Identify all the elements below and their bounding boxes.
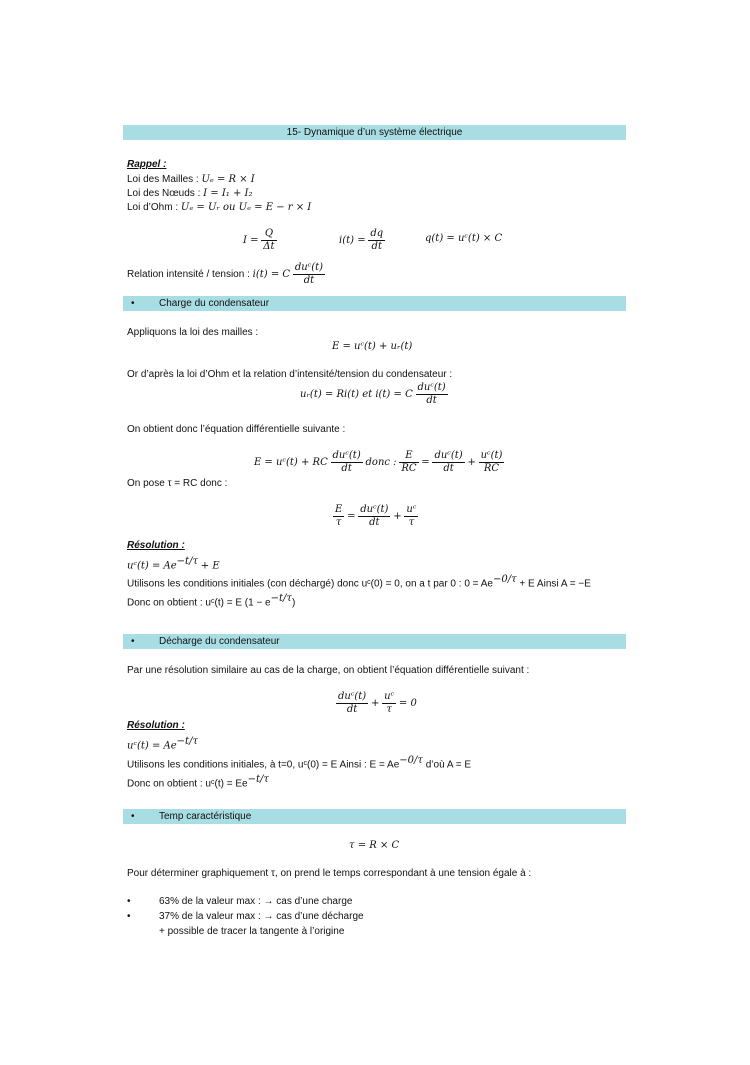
charge-eq4-frac3 [404,504,418,529]
relation-den: dt [303,275,315,286]
charge-res2-tail: + E Ainsi A = −E [519,578,591,590]
decharge-res1-exp: −t/τ [176,736,198,747]
charge-eq4-num1: E [335,504,343,515]
bullet-icon: • [127,911,131,922]
charge-res1 [127,556,220,571]
relation-intensite-tension [127,262,325,287]
loi-mailles-eq: Uₑ = R × I [201,174,255,185]
page-title: 15- Dynamique d’un système électrique [286,127,463,138]
charge-eq2-left: uᵣ(t) = Ri(t) et i(t) = C [300,389,413,401]
charge-eq3-den2: RC [401,463,417,474]
loi-noeuds-eq: I = I₁ + I₂ [203,188,253,199]
eq-intensity-derivative [339,228,385,253]
relation-eq: i(t) = C [252,269,291,281]
temps-item2-text: 37% de la valeur max : → cas d’une décharge [159,911,364,922]
decharge-res2-exp: −0/τ [399,755,423,766]
decharge-eq-num2: uᶜ [384,691,395,702]
charge-eq4 [333,504,418,529]
charge-eq3-frac4 [479,450,505,475]
eq-I-left: I = [243,235,259,247]
charge-res2-exp: −0/τ [492,574,517,585]
charge-eq3-num4: uᶜ(t) [480,450,503,461]
loi-noeuds-label: Loi des Nœuds : [127,188,201,199]
section-title-temps: Temp caractéristique [159,811,252,822]
charge-eq3-d: + [467,457,476,469]
bullet-icon: • [131,298,135,309]
charge-eq3-frac2 [399,450,418,475]
charge-eq4-eq: = [347,511,356,523]
title-bar [123,125,626,140]
decharge-eq-den1: dt [346,704,358,715]
decharge-res1-main: uᶜ(t) = Ae [127,740,177,752]
charge-eq4-num3: uᶜ [406,504,417,515]
charge-eq2-num: duᶜ(t) [417,382,446,393]
charge-eq3-num1: duᶜ(t) [332,450,361,461]
charge-line1: Appliquons la loi des mailles : [127,327,259,338]
charge-res1-main: uᶜ(t) = Ae [127,560,177,572]
eq-i-fraction [368,228,385,253]
charge-line3: On obtient donc l’équation différentielle suivante : [127,424,346,435]
decharge-eq-den2: τ [386,704,392,715]
charge-res1-tail: + E [200,560,220,572]
charge-eq3-num2: E [399,450,418,463]
charge-line4: On pose τ = RC donc : [127,478,228,489]
loi-ohm [127,202,311,213]
charge-eq3-a: E = uᶜ(t) + RC [254,457,328,469]
charge-resolution-heading: Résolution : [127,540,185,551]
charge-eq2-fraction [416,382,448,407]
charge-res3 [127,593,295,608]
charge-eq3-den4: RC [483,463,500,474]
charge-eq1: E = uᶜ(t) + uᵣ(t) [332,341,413,352]
charge-eq4-den1: τ [335,517,342,528]
decharge-res2-main: Utilisons les conditions initiales, à t=0, uᶜ(0) = E Ainsi : E = Ae [127,759,400,771]
eq-charge-capacitor: q(t) = uᶜ(t) × C [425,233,503,244]
temps-line1: Pour déterminer graphiquement τ, on prend le temps correspondant à une tension égale à : [127,868,532,879]
eq-I-den: Δt [263,241,275,252]
decharge-eq [336,691,417,716]
relation-fraction [293,262,325,287]
loi-mailles-label: Loi des Mailles : [127,174,199,185]
charge-eq3-den3: dt [443,463,454,474]
relation-label: Relation intensité / tension : [127,269,250,281]
section-bar-charge [123,296,626,311]
charge-eq3-frac3 [432,450,464,475]
charge-res3-tail: ) [291,597,296,609]
charge-eq2-den: dt [426,395,437,406]
temps-eq: τ = R × C [349,840,400,851]
charge-eq3-den1: dt [341,463,352,474]
bullet-icon: • [131,636,135,647]
charge-eq4-num2: duᶜ(t) [360,504,389,515]
loi-mailles [127,174,255,185]
temps-item3: + possible de tracer la tangente à l’origine [159,926,345,937]
decharge-res1 [127,736,198,751]
charge-eq3-c: = [421,457,430,469]
charge-res2 [127,574,591,589]
section-bar-temps [123,809,626,824]
temps-item1-text: 63% de la valeur max : → cas d’une charge [159,896,353,907]
charge-eq3 [254,450,504,475]
decharge-res2 [127,755,471,770]
eq-i-den: dt [371,241,382,252]
bullet-icon: • [131,811,135,822]
eq-I-num: Q [261,228,276,241]
charge-eq4-frac1 [333,504,344,529]
decharge-eq-frac1 [336,691,368,716]
temps-item2 [127,911,364,922]
section-title-charge: Charge du condensateur [159,298,270,309]
eq-i-left: i(t) = [339,235,366,247]
section-bar-decharge [123,634,626,649]
charge-eq4-den3: τ [408,517,415,528]
charge-eq3-num3: duᶜ(t) [434,450,463,461]
decharge-line1: Par une résolution similaire au cas de la charge, on obtient l’équation différentielle suivant : [127,665,530,676]
loi-ohm-label: Loi d’Ohm : [127,202,179,213]
eq-i-num: dq [370,228,384,239]
decharge-res3-exp: −t/τ [247,774,269,785]
decharge-eq-plus: + [370,698,380,710]
charge-res3-main: Donc on obtient : uᶜ(t) = E (1 − e [127,597,271,609]
eq-intensity-charge [243,228,277,253]
decharge-res3-main: Donc on obtient : uᶜ(t) = Ee [127,778,248,790]
decharge-resolution-heading: Résolution : [127,720,185,731]
bullet-icon: • [127,896,131,907]
decharge-eq-num1: duᶜ(t) [338,691,367,702]
relation-num: duᶜ(t) [294,262,324,273]
charge-eq3-b: donc : [365,457,397,469]
charge-res2-main: Utilisons les conditions initiales (con déchargé) donc uᶜ(0) = 0, on a t par 0 : 0 = Ae [127,578,493,590]
decharge-eq-tail: = 0 [398,698,417,710]
charge-eq3-frac1 [331,450,363,475]
loi-ohm-eq: Uₑ = Uᵣ ou Uₑ = E − r × I [180,202,312,213]
charge-res1-exp: −t/τ [176,556,198,567]
charge-eq4-den2: dt [369,517,380,528]
eq-I-fraction [261,228,276,253]
temps-item1 [127,896,353,907]
loi-noeuds [127,188,253,199]
decharge-res2-tail: d’où A = E [425,759,472,771]
charge-eq4-frac2 [358,504,390,529]
charge-eq2 [300,382,448,407]
decharge-eq-frac2 [382,691,396,716]
charge-eq4-plus: + [393,511,402,523]
section-title-decharge: Décharge du condensateur [159,636,280,647]
charge-res3-exp: −t/τ [270,593,292,604]
charge-line2: Or d’après la loi d’Ohm et la relation d’intensité/tension du condensateur : [127,369,453,380]
decharge-res3 [127,774,269,789]
rappel-heading: Rappel : [127,159,167,170]
